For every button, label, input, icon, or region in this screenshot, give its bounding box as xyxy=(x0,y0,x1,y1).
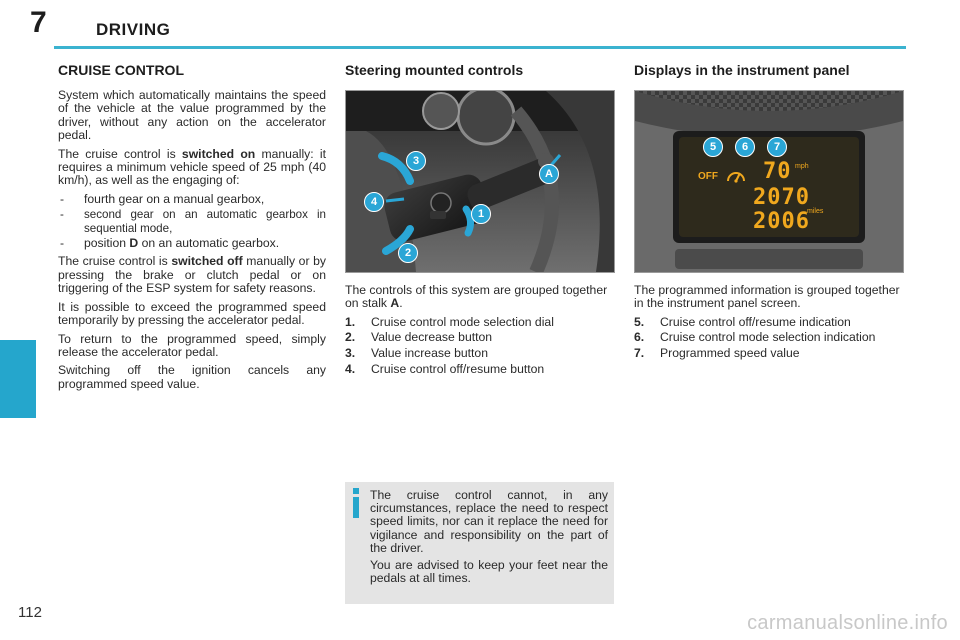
info-paragraph: You are advised to keep your feet near the pedals at all times. xyxy=(370,558,608,586)
steering-controls-text xyxy=(345,284,615,381)
callout-4: 4 xyxy=(364,192,384,212)
paragraph: The cruise control is switched on manually: it requires a minimum vehicle speed of 25 mph (40 km/h), as well as the engaging of: xyxy=(58,146,326,188)
list-item: - second gear on an automatic gearbox in sequential mode, xyxy=(60,208,326,235)
info-icon xyxy=(351,488,361,518)
list-item: 4. Cruise control off/resume button xyxy=(345,361,545,376)
indications-list xyxy=(634,316,906,361)
list-item: 5. Cruise control off/resume indication xyxy=(634,314,851,329)
section-title: CRUISE CONTROL xyxy=(58,62,184,78)
callout-7: 7 xyxy=(767,137,787,157)
callout-2: 2 xyxy=(398,243,418,263)
page-number: 112 xyxy=(18,604,42,621)
chapter-title: DRIVING xyxy=(96,20,171,39)
section-title: Displays in the instrument panel xyxy=(634,62,850,78)
list-item: 1. Cruise control mode selection dial xyxy=(345,314,554,329)
callout-6: 6 xyxy=(735,137,755,157)
paragraph: Switching off the ignition cancels any programmed speed value. xyxy=(58,363,326,391)
controls-list xyxy=(345,316,615,376)
paragraph: To return to the programmed speed, simply release the accelerator pedal. xyxy=(58,331,326,359)
info-paragraph: The cruise control cannot, in any circumstances, replace the need to respect speed limits, nor can it replace the need for vigilance and responsibility on the part of the driver. xyxy=(370,488,608,555)
intro-paragraph: The programmed information is grouped together in the instrument panel screen. xyxy=(634,283,900,311)
steering-stalk-photo xyxy=(345,90,615,273)
chapter-side-tab xyxy=(0,340,36,418)
header-rule xyxy=(54,46,906,49)
paragraph: It is possible to exceed the programmed speed temporarily by pressing the accelerator pedal. xyxy=(58,299,326,328)
callout-3: 3 xyxy=(406,151,426,171)
intro-paragraph: The controls of this system are grouped together on stalk A. xyxy=(345,283,608,311)
callout-5: 5 xyxy=(703,137,723,157)
cruise-control-icon xyxy=(725,166,747,184)
speed-unit: mph xyxy=(795,163,809,170)
section-title: Steering mounted controls xyxy=(345,62,524,78)
callout-a: A xyxy=(539,164,559,184)
chapter-number: 7 xyxy=(30,6,47,39)
off-indicator: OFF xyxy=(698,171,718,182)
list-item: 3. Value increase button xyxy=(345,346,488,360)
odometer-display: 2006 xyxy=(753,209,810,234)
info-text xyxy=(370,489,608,589)
list-item: - position D on an automatic gearbox. xyxy=(60,236,280,251)
list-item: 6. Cruise control mode selection indication xyxy=(634,330,876,345)
paragraph: The cruise control is switched off manually or by pressing the brake or clutch pedal or on triggering of the ESP system for safety reasons. xyxy=(58,254,326,296)
list-item: - fourth gear on a manual gearbox, xyxy=(60,191,265,206)
trip-display: 2070 xyxy=(753,185,810,210)
gear-conditions-list xyxy=(58,193,326,251)
instrument-display-section xyxy=(634,62,906,78)
paragraph: System which automatically maintains the speed of the vehicle at the value programmed by the driver, without any action on the accelerator pedal. xyxy=(58,88,326,143)
odometer-unit: miles xyxy=(807,208,824,215)
callout-1: 1 xyxy=(471,204,491,224)
programmed-speed-value: 70 xyxy=(763,159,792,184)
section-body xyxy=(58,89,326,391)
list-item: 7. Programmed speed value xyxy=(634,346,800,360)
instrument-panel-photo xyxy=(634,90,904,273)
watermark: carmanualsonline.info xyxy=(747,612,948,634)
instrument-display-text xyxy=(634,284,906,366)
list-item: 2. Value decrease button xyxy=(345,330,493,345)
steering-controls-section xyxy=(345,62,615,78)
steering-stalk-illustration xyxy=(346,91,614,272)
cruise-control-section xyxy=(58,62,326,396)
